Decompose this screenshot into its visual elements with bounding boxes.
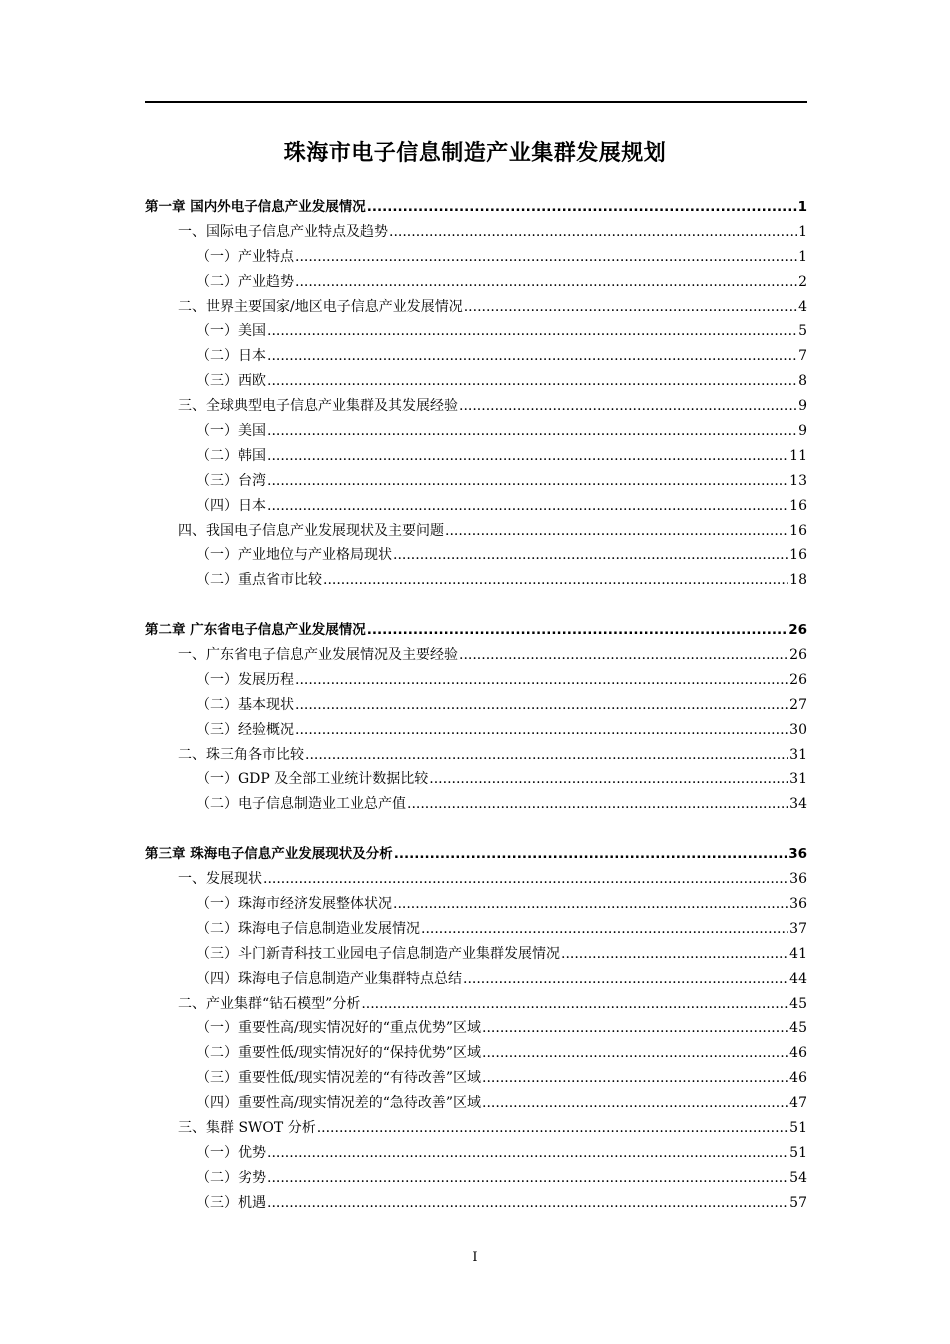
toc-entry-title: （三）机遇 bbox=[196, 1194, 266, 1211]
toc-leader-dots bbox=[295, 693, 788, 718]
toc-leader-dots bbox=[482, 1041, 788, 1066]
toc-subsection-entry[interactable] bbox=[145, 344, 807, 369]
toc-subsection-entry[interactable] bbox=[145, 469, 807, 494]
toc-entry-title: （一）美国 bbox=[196, 323, 266, 340]
toc-leader-dots bbox=[295, 245, 797, 270]
table-of-contents bbox=[145, 195, 807, 1216]
toc-leader-dots bbox=[267, 1191, 788, 1216]
toc-leader-dots bbox=[295, 718, 788, 743]
toc-subsection-entry[interactable] bbox=[145, 494, 807, 519]
toc-leader-dots bbox=[482, 1091, 788, 1116]
toc-entry-title: （二）重要性低/现实情况好的“保持优势”区域 bbox=[196, 1045, 482, 1062]
toc-entry-page: 46 bbox=[789, 1070, 807, 1087]
toc-entry-page: 4 bbox=[798, 298, 807, 315]
toc-leader-dots bbox=[267, 494, 788, 519]
toc-entry-title: 三、全球典型电子信息产业集群及其发展经验 bbox=[178, 398, 458, 415]
toc-entry-page: 26 bbox=[789, 647, 807, 664]
toc-entry-title: （三）斗门新青科技工业园电子信息制造产业集群发展情况 bbox=[196, 945, 560, 962]
toc-subsection-entry[interactable] bbox=[145, 767, 807, 792]
toc-subsection-entry[interactable] bbox=[145, 568, 807, 593]
toc-entry-title: （二）珠海电子信息制造业发展情况 bbox=[196, 920, 420, 937]
toc-entry-page: 7 bbox=[798, 348, 807, 365]
toc-chapter-entry[interactable] bbox=[145, 618, 807, 643]
toc-leader-dots bbox=[463, 967, 788, 992]
toc-leader-dots bbox=[263, 867, 788, 892]
toc-subsection-entry[interactable] bbox=[145, 1166, 807, 1191]
toc-subsection-entry[interactable] bbox=[145, 270, 807, 295]
toc-leader-dots bbox=[361, 992, 788, 1017]
toc-entry-title: （二）劣势 bbox=[196, 1169, 266, 1186]
toc-entry-page: 36 bbox=[789, 871, 807, 888]
toc-subsection-entry[interactable] bbox=[145, 917, 807, 942]
toc-entry-page: 41 bbox=[789, 945, 807, 962]
toc-entry-page: 26 bbox=[789, 671, 807, 688]
toc-subsection-entry[interactable] bbox=[145, 444, 807, 469]
toc-chapter-entry[interactable] bbox=[145, 842, 807, 867]
toc-section-entry[interactable] bbox=[145, 743, 807, 768]
toc-entry-page: 16 bbox=[789, 547, 807, 564]
toc-leader-dots bbox=[393, 543, 788, 568]
toc-entry-title: （四）重要性高/现实情况差的“急待改善”区域 bbox=[196, 1095, 482, 1112]
toc-subsection-entry[interactable] bbox=[145, 1091, 807, 1116]
toc-entry-page: 9 bbox=[798, 398, 807, 415]
toc-entry-title: 第三章 珠海电子信息产业发展现状及分析 bbox=[145, 846, 393, 863]
toc-subsection-entry[interactable] bbox=[145, 369, 807, 394]
toc-entry-title: （二）电子信息制造业工业总产值 bbox=[196, 796, 406, 813]
toc-entry-title: （一）重要性高/现实情况好的“重点优势”区域 bbox=[196, 1020, 482, 1037]
toc-subsection-entry[interactable] bbox=[145, 543, 807, 568]
toc-leader-dots bbox=[407, 792, 788, 817]
toc-leader-dots bbox=[305, 743, 788, 768]
toc-leader-dots bbox=[429, 767, 788, 792]
header-rule bbox=[145, 101, 807, 103]
toc-entry-title: 一、广东省电子信息产业发展情况及主要经验 bbox=[178, 647, 458, 664]
toc-subsection-entry[interactable] bbox=[145, 419, 807, 444]
toc-entry-page: 54 bbox=[789, 1169, 807, 1186]
toc-subsection-entry[interactable] bbox=[145, 892, 807, 917]
toc-entry-title: （二）重点省市比较 bbox=[196, 572, 322, 589]
chapter-spacer bbox=[145, 817, 807, 842]
toc-entry-title: （三）重要性低/现实情况差的“有待改善”区域 bbox=[196, 1070, 482, 1087]
toc-entry-title: 一、国际电子信息产业特点及趋势 bbox=[178, 223, 388, 240]
toc-entry-title: （二）韩国 bbox=[196, 447, 266, 464]
toc-leader-dots bbox=[267, 444, 788, 469]
toc-entry-page: 46 bbox=[789, 1045, 807, 1062]
toc-subsection-entry[interactable] bbox=[145, 718, 807, 743]
toc-leader-dots bbox=[267, 469, 788, 494]
toc-entry-title: 第一章 国内外电子信息产业发展情况 bbox=[145, 199, 366, 215]
toc-entry-page: 45 bbox=[789, 995, 807, 1012]
toc-entry-page: 51 bbox=[789, 1144, 807, 1161]
toc-leader-dots bbox=[394, 842, 788, 867]
toc-subsection-entry[interactable] bbox=[145, 693, 807, 718]
toc-subsection-entry[interactable] bbox=[145, 319, 807, 344]
toc-section-entry[interactable] bbox=[145, 867, 807, 892]
toc-subsection-entry[interactable] bbox=[145, 1041, 807, 1066]
toc-leader-dots bbox=[323, 568, 788, 593]
toc-section-entry[interactable] bbox=[145, 992, 807, 1017]
toc-entry-title: 三、集群 SWOT 分析 bbox=[178, 1119, 316, 1136]
toc-entry-title: （二）基本现状 bbox=[196, 696, 294, 713]
toc-entry-title: 四、我国电子信息产业发展现状及主要问题 bbox=[178, 522, 444, 539]
toc-leader-dots bbox=[267, 1166, 788, 1191]
toc-leader-dots bbox=[267, 319, 797, 344]
toc-entry-page: 31 bbox=[789, 746, 807, 763]
toc-subsection-entry[interactable] bbox=[145, 1016, 807, 1041]
toc-leader-dots bbox=[367, 195, 797, 220]
toc-entry-title: 一、发展现状 bbox=[178, 871, 262, 888]
toc-entry-title: （一）产业地位与产业格局现状 bbox=[196, 547, 392, 564]
toc-entry-title: （一）GDP 及全部工业统计数据比较 bbox=[196, 771, 429, 788]
toc-entry-page: 57 bbox=[789, 1194, 807, 1211]
toc-entry-page: 2 bbox=[798, 273, 807, 290]
toc-leader-dots bbox=[295, 270, 797, 295]
toc-leader-dots bbox=[267, 419, 797, 444]
toc-chapter-entry[interactable] bbox=[145, 195, 807, 220]
toc-entry-page: 27 bbox=[789, 696, 807, 713]
toc-entry-title: （二）日本 bbox=[196, 348, 266, 365]
toc-leader-dots bbox=[421, 917, 788, 942]
toc-entry-page: 36 bbox=[789, 895, 807, 912]
chapter-spacer bbox=[145, 593, 807, 618]
toc-entry-title: （一）产业特点 bbox=[196, 248, 294, 265]
toc-section-entry[interactable] bbox=[145, 295, 807, 320]
toc-entry-page: 30 bbox=[789, 721, 807, 738]
toc-entry-title: （三）西欧 bbox=[196, 373, 266, 390]
toc-entry-page: 1 bbox=[798, 223, 807, 240]
toc-leader-dots bbox=[267, 344, 797, 369]
toc-leader-dots bbox=[482, 1066, 788, 1091]
toc-subsection-entry[interactable] bbox=[145, 1191, 807, 1216]
toc-leader-dots bbox=[389, 220, 797, 245]
toc-entry-title: （一）优势 bbox=[196, 1144, 266, 1161]
toc-entry-page: 11 bbox=[789, 447, 807, 464]
toc-leader-dots bbox=[464, 295, 797, 320]
toc-entry-page: 1 bbox=[797, 199, 807, 215]
toc-entry-page: 16 bbox=[789, 497, 807, 514]
toc-section-entry[interactable] bbox=[145, 519, 807, 544]
toc-section-entry[interactable] bbox=[145, 394, 807, 419]
toc-section-entry[interactable] bbox=[145, 643, 807, 668]
toc-entry-page: 36 bbox=[788, 846, 807, 863]
toc-entry-page: 51 bbox=[789, 1119, 807, 1136]
toc-leader-dots bbox=[267, 369, 797, 394]
toc-entry-page: 31 bbox=[789, 771, 807, 788]
toc-subsection-entry[interactable] bbox=[145, 668, 807, 693]
toc-entry-page: 8 bbox=[798, 373, 807, 390]
toc-entry-page: 16 bbox=[789, 522, 807, 539]
toc-entry-title: （一）美国 bbox=[196, 423, 266, 440]
toc-entry-page: 26 bbox=[788, 622, 807, 639]
toc-entry-title: （三）经验概况 bbox=[196, 721, 294, 738]
toc-entry-page: 37 bbox=[789, 920, 807, 937]
toc-entry-page: 34 bbox=[789, 796, 807, 813]
toc-entry-page: 45 bbox=[789, 1020, 807, 1037]
toc-leader-dots bbox=[393, 892, 788, 917]
toc-subsection-entry[interactable] bbox=[145, 1141, 807, 1166]
toc-entry-title: 二、产业集群“钻石模型”分析 bbox=[178, 995, 361, 1012]
toc-entry-title: （二）产业趋势 bbox=[196, 273, 294, 290]
toc-entry-page: 18 bbox=[789, 572, 807, 589]
toc-leader-dots bbox=[482, 1016, 788, 1041]
toc-leader-dots bbox=[445, 519, 788, 544]
toc-entry-title: （四）珠海电子信息制造产业集群特点总结 bbox=[196, 970, 462, 987]
toc-leader-dots bbox=[367, 618, 788, 643]
toc-entry-page: 9 bbox=[798, 423, 807, 440]
toc-entry-title: 二、珠三角各市比较 bbox=[178, 746, 304, 763]
toc-entry-title: 二、世界主要国家/地区电子信息产业发展情况 bbox=[178, 298, 463, 315]
toc-entry-page: 47 bbox=[789, 1095, 807, 1112]
toc-leader-dots bbox=[561, 942, 788, 967]
toc-entry-title: （一）珠海市经济发展整体状况 bbox=[196, 895, 392, 912]
toc-leader-dots bbox=[295, 668, 788, 693]
toc-subsection-entry[interactable] bbox=[145, 792, 807, 817]
toc-subsection-entry[interactable] bbox=[145, 1066, 807, 1091]
toc-section-entry[interactable] bbox=[145, 1116, 807, 1141]
toc-subsection-entry[interactable] bbox=[145, 967, 807, 992]
toc-leader-dots bbox=[267, 1141, 788, 1166]
toc-entry-page: 1 bbox=[798, 248, 807, 265]
toc-entry-page: 13 bbox=[789, 472, 807, 489]
toc-leader-dots bbox=[459, 394, 797, 419]
toc-leader-dots bbox=[317, 1116, 788, 1141]
toc-section-entry[interactable] bbox=[145, 220, 807, 245]
toc-subsection-entry[interactable] bbox=[145, 245, 807, 270]
document-title: 珠海市电子信息制造产业集群发展规划 bbox=[283, 141, 667, 166]
toc-entry-page: 5 bbox=[798, 323, 807, 340]
toc-entry-page: 44 bbox=[789, 970, 807, 987]
toc-entry-title: （四）日本 bbox=[196, 497, 266, 514]
page-number: I bbox=[472, 1250, 478, 1265]
toc-entry-title: 第二章 广东省电子信息产业发展情况 bbox=[145, 622, 366, 639]
toc-entry-title: （一）发展历程 bbox=[196, 671, 294, 688]
toc-leader-dots bbox=[459, 643, 788, 668]
toc-subsection-entry[interactable] bbox=[145, 942, 807, 967]
toc-entry-title: （三）台湾 bbox=[196, 472, 266, 489]
